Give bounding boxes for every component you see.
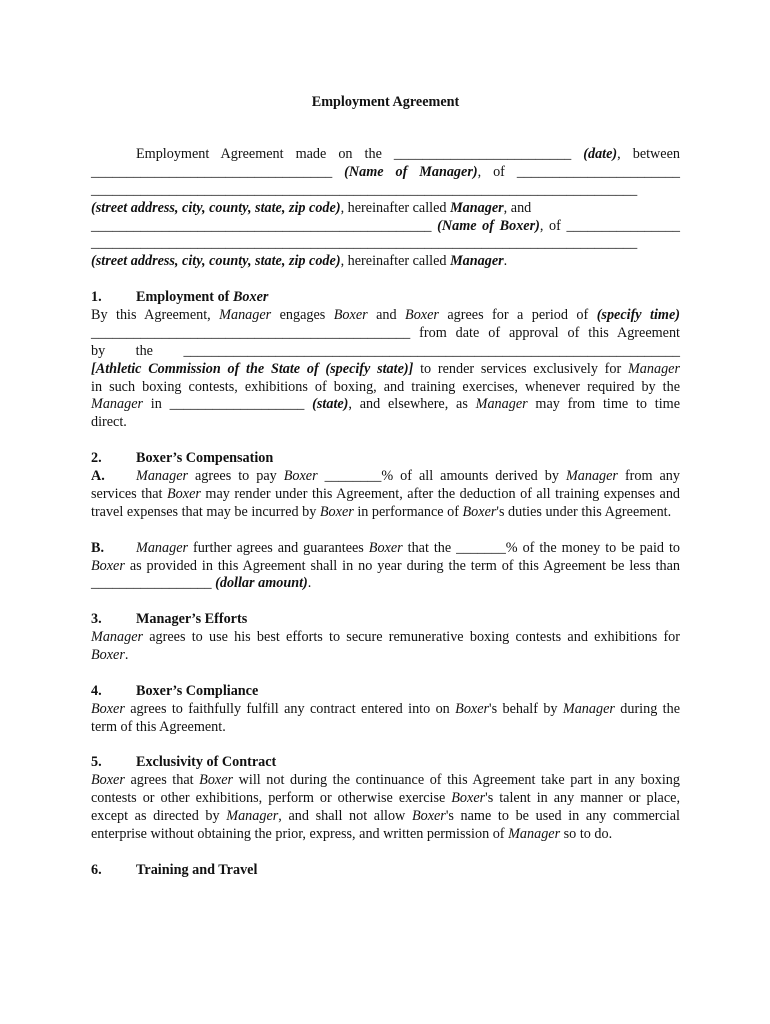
manager-name-label: (Name of Manager) (332, 163, 478, 180)
address-label: (street address, city, county, state, zip code) (91, 253, 341, 270)
section-2b-paragraph: B. Manager further agrees and guarantees Boxer that the _______% of the money to be paid to Boxer as provided in this Agreement shall in no year during the term of this Agreement be less than _________________ (dollar amount). (91, 539, 680, 592)
section-1-line-2: _____________________________________________ from date of approval of this Agreement (91, 324, 680, 341)
date-blank: _________________________ (393, 146, 572, 162)
document-page (91, 94, 680, 880)
manager-term: Manager (450, 199, 504, 216)
commission-label: [Athletic Commission of the State of (specify state)] (91, 360, 414, 377)
dollar-amount-label: (dollar amount) (215, 575, 308, 592)
section-4-paragraph: Boxer agrees to faithfully fulfill any contract entered into on Boxer's behalf by Manager during the term of this Agreement. (91, 700, 681, 735)
time-blank: _____________________________________________ (91, 324, 411, 341)
intro-line-1 (91, 146, 680, 164)
section-number: 5. (91, 754, 102, 771)
commission-blank: ______________________________________________________________________ (183, 342, 680, 359)
boxer-name-blank: ________________________________________________ (91, 217, 432, 234)
section-3-heading (91, 611, 680, 629)
intro-line-3 (91, 182, 680, 200)
section-title-boxer: Boxer (232, 289, 269, 306)
clause-label: B. (91, 539, 105, 556)
section-1-heading (91, 289, 680, 307)
intro-text: , between (617, 146, 680, 162)
section-5-heading (91, 754, 680, 772)
section-5-paragraph: Boxer agrees that Boxer will not during the continuance of this Agreement take part in any boxing contests or other exhibitions, perform or otherwise exercise Boxer's talent in any manner or place, except as directed by Manager, and shall not allow Boxer's name to be used in any commercial enterprise without obtaining the prior, express, and written permission of Manager so to do. (91, 772, 680, 843)
time-label: (specify time) (596, 307, 680, 324)
section-title: Boxer’s Compliance (136, 682, 259, 699)
state-blank: ___________________ (169, 396, 305, 413)
section-2a-paragraph: A. Manager agrees to pay Boxer ________% of all amounts derived by Manager from any services that Boxer may render under this Agreement, after the deduction of all training expenses and travel expenses that may be incurred by Boxer in performance of Boxer's duties under this Agreement. (91, 468, 681, 520)
address-label: (street address, city, county, state, zip code) (91, 199, 341, 216)
intro-line-5 (91, 218, 680, 236)
section-1-line-7: direct. (91, 414, 127, 431)
intro-text: , and (503, 199, 532, 216)
section-number: 3. (91, 611, 102, 628)
section-1-line-3: by the ______________________________________________________________________ (91, 342, 680, 359)
section-3-paragraph: Manager agrees to use his best efforts to secure remunerative boxing contests and exhibitions for Boxer. (91, 629, 680, 664)
boxer-address-blank-2: _____________________________________________________________________________ (91, 235, 638, 252)
section-number: 1. (91, 289, 102, 306)
clause-label: A. (91, 468, 105, 485)
section-6-heading (91, 862, 680, 880)
section-1-line-5: in such boxing contests, exhibitions of boxing, and training exercises, whenever required by the (91, 378, 680, 395)
manager-name-blank: __________________________________ (91, 163, 333, 180)
intro-text: , hereinafter called (340, 253, 451, 270)
intro-line-4 (91, 200, 680, 218)
section-number: 2. (91, 450, 102, 467)
intro-text: , hereinafter called (340, 199, 451, 216)
section-1-line-6: Manager in ___________________ (state), and elsewhere, as Manager may from time to time (91, 396, 680, 413)
date-label: (date) (571, 146, 618, 162)
section-title: Employment of (136, 289, 233, 306)
boxer-address-blank: ________________ (566, 217, 680, 234)
section-title: Training and Travel (136, 861, 258, 878)
intro-line-6 (91, 235, 680, 253)
section-title: Manager’s Efforts (136, 611, 248, 628)
section-number: 4. (91, 682, 102, 699)
intro-text: Employment Agreement made on the (136, 146, 394, 162)
document-title: Employment Agreement (311, 94, 460, 110)
section-1-line-4: [Athletic Commission of the State of (specify state)] to render services exclusively for Manager (91, 360, 680, 377)
manager-address-blank-2: _____________________________________________________________________________ (91, 181, 638, 198)
manager-address-blank: _______________________ (516, 163, 680, 180)
section-title: Boxer’s Compensation (136, 450, 274, 467)
boxer-name-label: (Name of Boxer) (431, 217, 540, 234)
intro-text: , of (477, 163, 517, 180)
intro-line-2 (91, 164, 680, 182)
intro-text: , of (539, 217, 567, 234)
section-number: 6. (91, 861, 102, 878)
section-4-heading (91, 683, 680, 701)
section-1-line-1: By this Agreement, Manager engages Boxer and Boxer agrees for a period of (specify time) (91, 307, 680, 324)
section-2-heading (91, 450, 680, 468)
intro-text: . (503, 253, 508, 270)
state-label: (state) (304, 396, 349, 413)
intro-line-7 (91, 253, 680, 271)
section-title: Exclusivity of Contract (136, 754, 277, 771)
manager-term: Manager (450, 253, 504, 270)
